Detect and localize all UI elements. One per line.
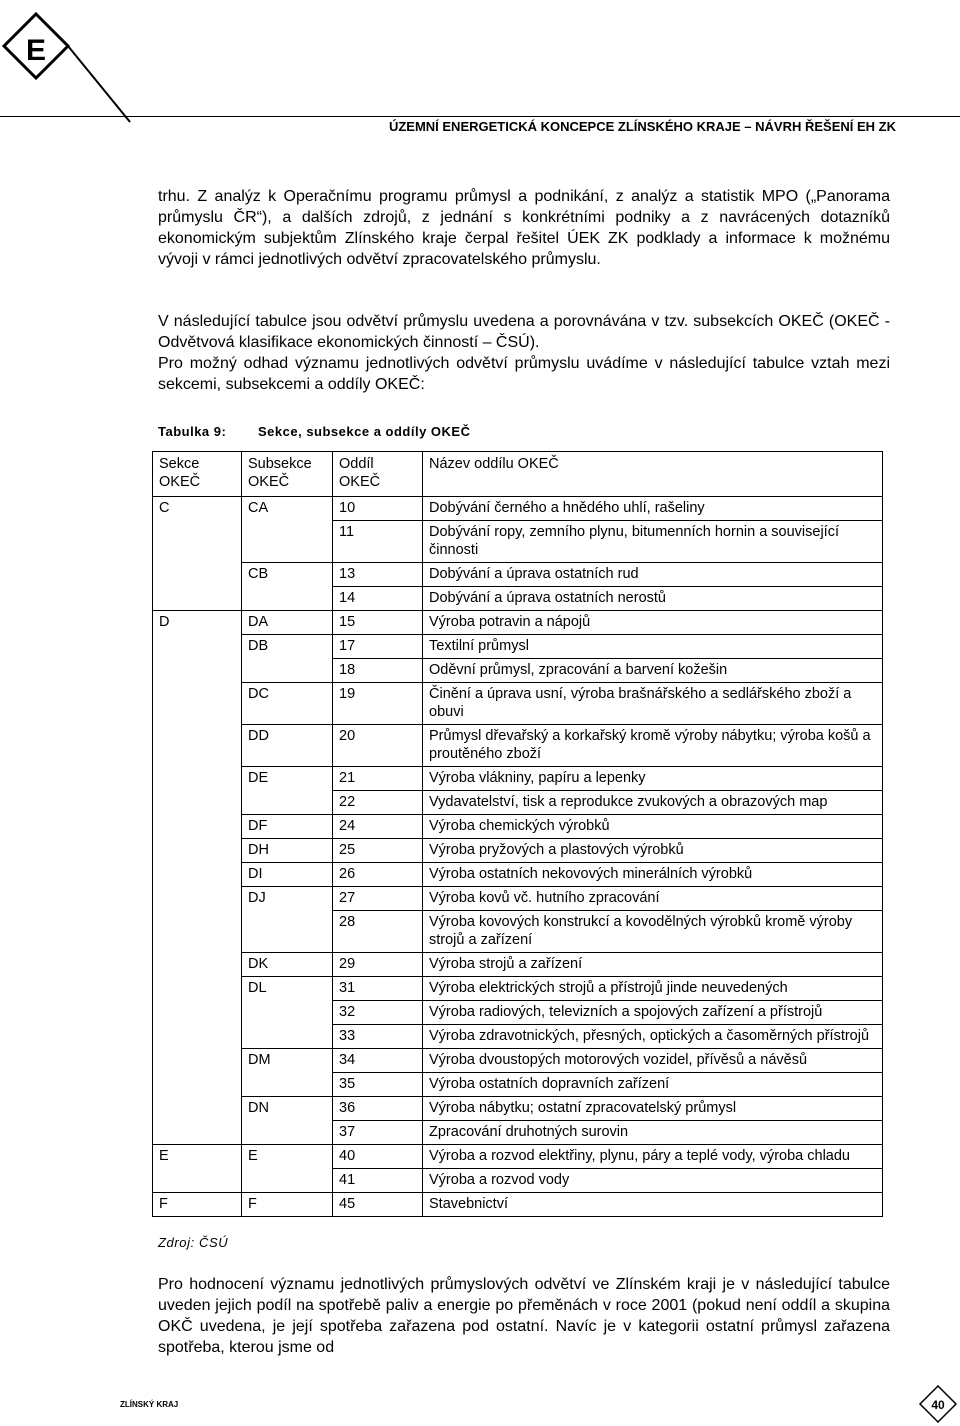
- subsection-cell: DA: [242, 611, 333, 635]
- table-row: [153, 497, 883, 521]
- subsection-cell: [242, 1121, 333, 1145]
- division-cell: 36: [333, 1097, 423, 1121]
- table-row: [153, 977, 883, 1001]
- division-name-cell: Výroba a rozvod vody: [423, 1169, 883, 1193]
- table-row: [153, 635, 883, 659]
- subsection-cell: DK: [242, 953, 333, 977]
- table-row: [153, 683, 883, 725]
- division-name-cell: Výroba ostatních nekovových minerálních výrobků: [423, 863, 883, 887]
- division-cell: 26: [333, 863, 423, 887]
- division-cell: 33: [333, 1025, 423, 1049]
- header-cell: Název oddílu OKEČ: [423, 452, 883, 497]
- table-row: [153, 887, 883, 911]
- subsection-cell: F: [242, 1193, 333, 1217]
- page-number-badge: [918, 1384, 958, 1424]
- division-name-cell: Výroba chemických výrobků: [423, 815, 883, 839]
- table-row: [153, 1001, 883, 1025]
- section-cell: [153, 977, 242, 1001]
- header-title: ÚZEMNÍ ENERGETICKÁ KONCEPCE ZLÍNSKÉHO KRAJE – NÁVRH ŘEŠENÍ EH ZK: [388, 119, 896, 134]
- table-caption-title: Sekce, subsekce a oddíly OKEČ: [258, 424, 471, 439]
- okec-table: [152, 451, 883, 1217]
- division-name-cell: Oděvní průmysl, zpracování a barvení kožešin: [423, 659, 883, 683]
- header-cell: Sekce OKEČ: [153, 452, 242, 497]
- table-header-row: [153, 452, 883, 497]
- section-cell: [153, 863, 242, 887]
- division-cell: 27: [333, 887, 423, 911]
- logo-letter: E: [25, 34, 47, 67]
- division-name-cell: Stavebnictví: [423, 1193, 883, 1217]
- section-cell: [153, 635, 242, 659]
- division-cell: 21: [333, 767, 423, 791]
- subsection-cell: DH: [242, 839, 333, 863]
- subsection-cell: E: [242, 1145, 333, 1169]
- paragraph-table-intro: [158, 311, 890, 395]
- section-cell: [153, 1049, 242, 1073]
- section-cell: [153, 887, 242, 911]
- section-cell: [153, 1121, 242, 1145]
- section-cell: [153, 839, 242, 863]
- division-cell: 18: [333, 659, 423, 683]
- header-cell: Oddíl OKEČ: [333, 452, 423, 497]
- subsection-cell: DI: [242, 863, 333, 887]
- division-cell: 25: [333, 839, 423, 863]
- table-row: [153, 953, 883, 977]
- section-cell: [153, 767, 242, 791]
- table-row: [153, 611, 883, 635]
- page-number: 40: [931, 1398, 945, 1412]
- division-cell: 24: [333, 815, 423, 839]
- table-row: [153, 767, 883, 791]
- division-name-cell: Výroba nábytku; ostatní zpracovatelský průmysl: [423, 1097, 883, 1121]
- division-name-cell: Výroba zdravotnických, přesných, optických a časoměrných přístrojů: [423, 1025, 883, 1049]
- section-cell: C: [153, 497, 242, 521]
- division-name-cell: Výroba potravin a nápojů: [423, 611, 883, 635]
- division-cell: 34: [333, 1049, 423, 1073]
- subsection-cell: DE: [242, 767, 333, 791]
- subsection-cell: [242, 1001, 333, 1025]
- division-cell: 37: [333, 1121, 423, 1145]
- table-row: [153, 1049, 883, 1073]
- division-cell: 40: [333, 1145, 423, 1169]
- header-rule: [0, 116, 960, 117]
- section-cell: [153, 1097, 242, 1121]
- division-name-cell: Výroba elektrických strojů a přístrojů jinde neuvedených: [423, 977, 883, 1001]
- division-cell: 20: [333, 725, 423, 767]
- division-name-cell: Průmysl dřevařský a korkařský kromě výroby nábytku; výroba košů a proutěného zboží: [423, 725, 883, 767]
- division-cell: 10: [333, 497, 423, 521]
- division-cell: 35: [333, 1073, 423, 1097]
- table-row: [153, 815, 883, 839]
- table-row: [153, 1169, 883, 1193]
- paragraph-outro: [158, 1274, 890, 1358]
- section-cell: D: [153, 611, 242, 635]
- subsection-cell: [242, 1169, 333, 1193]
- paragraph-intro: [158, 186, 890, 270]
- subsection-cell: DC: [242, 683, 333, 725]
- section-cell: [153, 1169, 242, 1193]
- subsection-cell: [242, 911, 333, 953]
- table-row: [153, 1145, 883, 1169]
- subsection-cell: DJ: [242, 887, 333, 911]
- division-name-cell: Textilní průmysl: [423, 635, 883, 659]
- section-cell: [153, 725, 242, 767]
- paragraph-text: trhu. Z analýz k Operačnímu programu průmysl a podnikání, z analýz a statistik MPO („Panorama průmyslu ČR“), a dalších zdrojů, z jednání s konkrétními podniky a z navrácených dotazníků ekonomickým subjektům Zlínského kraje čerpal řešitel ÚEK ZK podklady a informace k možnému vývoji v rámci jednotlivých odvětví zpracovatelského průmyslu.: [158, 188, 890, 268]
- division-name-cell: Výroba dvoustopých motorových vozidel, přívěsů a návěsů: [423, 1049, 883, 1073]
- division-name-cell: Výroba a rozvod elektřiny, plynu, páry a teplé vody, výroba chladu: [423, 1145, 883, 1169]
- section-cell: [153, 911, 242, 953]
- subsection-cell: DB: [242, 635, 333, 659]
- division-cell: 15: [333, 611, 423, 635]
- table-row: [153, 587, 883, 611]
- subsection-cell: DL: [242, 977, 333, 1001]
- subsection-cell: DF: [242, 815, 333, 839]
- division-cell: 41: [333, 1169, 423, 1193]
- paragraph-text: V následující tabulce jsou odvětví průmyslu uvedena a porovnávána v tzv. subsekcích OKEČ (OKEČ - Odvětvová klasifikace ekonomických činností – ČSÚ).: [158, 313, 890, 351]
- table-row: [153, 725, 883, 767]
- division-cell: 22: [333, 791, 423, 815]
- division-cell: 14: [333, 587, 423, 611]
- table-row: [153, 791, 883, 815]
- table-row: [153, 1193, 883, 1217]
- subsection-cell: [242, 659, 333, 683]
- division-cell: 28: [333, 911, 423, 953]
- section-cell: [153, 587, 242, 611]
- division-name-cell: Dobývání černého a hnědého uhlí, rašeliny: [423, 497, 883, 521]
- section-cell: E: [153, 1145, 242, 1169]
- division-cell: 11: [333, 521, 423, 563]
- division-name-cell: Zpracování druhotných surovin: [423, 1121, 883, 1145]
- table-row: [153, 911, 883, 953]
- division-name-cell: Vydavatelství, tisk a reprodukce zvukových a obrazových map: [423, 791, 883, 815]
- section-cell: [153, 521, 242, 563]
- division-name-cell: Výroba strojů a zařízení: [423, 953, 883, 977]
- header-cell: Subsekce OKEČ: [242, 452, 333, 497]
- table-row: [153, 1097, 883, 1121]
- table-source: Zdroj: ČSÚ: [158, 1235, 229, 1250]
- subsection-cell: CB: [242, 563, 333, 587]
- subsection-cell: CA: [242, 497, 333, 521]
- section-cell: [153, 1001, 242, 1025]
- division-name-cell: Výroba kovů vč. hutního zpracování: [423, 887, 883, 911]
- subsection-cell: [242, 1073, 333, 1097]
- division-name-cell: Výroba vlákniny, papíru a lepenky: [423, 767, 883, 791]
- subsection-cell: DN: [242, 1097, 333, 1121]
- table-caption-label: Tabulka 9:: [158, 424, 227, 439]
- subsection-cell: [242, 791, 333, 815]
- subsection-cell: [242, 587, 333, 611]
- subsection-cell: DM: [242, 1049, 333, 1073]
- division-name-cell: Dobývání a úprava ostatních rud: [423, 563, 883, 587]
- section-cell: [153, 1073, 242, 1097]
- subsection-cell: DD: [242, 725, 333, 767]
- division-cell: 45: [333, 1193, 423, 1217]
- division-name-cell: Výroba kovových konstrukcí a kovodělných výrobků kromě výroby strojů a zařízení: [423, 911, 883, 953]
- section-cell: [153, 659, 242, 683]
- table-row: [153, 521, 883, 563]
- subsection-cell: [242, 1025, 333, 1049]
- division-name-cell: Činění a úprava usní, výroba brašnářského a sedlářského zboží a obuvi: [423, 683, 883, 725]
- table-caption: [158, 424, 471, 439]
- paragraph-text: Pro možný odhad významu jednotlivých odvětví průmyslu uvádíme v následující tabulce vztah mezi sekcemi, subsekcemi a oddíly OKEČ:: [158, 355, 890, 393]
- division-cell: 17: [333, 635, 423, 659]
- division-name-cell: Výroba radiových, televizních a spojových zařízení a přístrojů: [423, 1001, 883, 1025]
- division-cell: 32: [333, 1001, 423, 1025]
- table-row: [153, 1073, 883, 1097]
- section-cell: [153, 815, 242, 839]
- division-cell: 31: [333, 977, 423, 1001]
- section-cell: [153, 1025, 242, 1049]
- division-cell: 19: [333, 683, 423, 725]
- subsection-cell: [242, 521, 333, 563]
- table-row: [153, 839, 883, 863]
- division-name-cell: Výroba pryžových a plastových výrobků: [423, 839, 883, 863]
- table-row: [153, 1025, 883, 1049]
- table-row: [153, 1121, 883, 1145]
- table-row: [153, 563, 883, 587]
- section-cell: [153, 953, 242, 977]
- section-cell: [153, 563, 242, 587]
- division-name-cell: Dobývání ropy, zemního plynu, bitumenních hornin a související činnosti: [423, 521, 883, 563]
- section-cell: F: [153, 1193, 242, 1217]
- division-cell: 13: [333, 563, 423, 587]
- section-cell: [153, 791, 242, 815]
- section-cell: [153, 683, 242, 725]
- division-cell: 29: [333, 953, 423, 977]
- table-row: [153, 659, 883, 683]
- division-name-cell: Dobývání a úprava ostatních nerostů: [423, 587, 883, 611]
- table-row: [153, 863, 883, 887]
- division-name-cell: Výroba ostatních dopravních zařízení: [423, 1073, 883, 1097]
- paragraph-text: Pro hodnocení významu jednotlivých průmyslových odvětví ve Zlínském kraji je v následující tabulce uveden jejich podíl na spotřebě paliv a energie po přeměnách v roce 2001 (pokud není oddíl a skupina OKČ uvedena, je její spotřeba zařazena pod ostatní. Navíc je v kategorii ostatní průmysl zařazena spotřeba, kterou jsme od: [158, 1276, 890, 1356]
- footer-label: ZLÍNSKÝ KRAJ: [120, 1400, 179, 1409]
